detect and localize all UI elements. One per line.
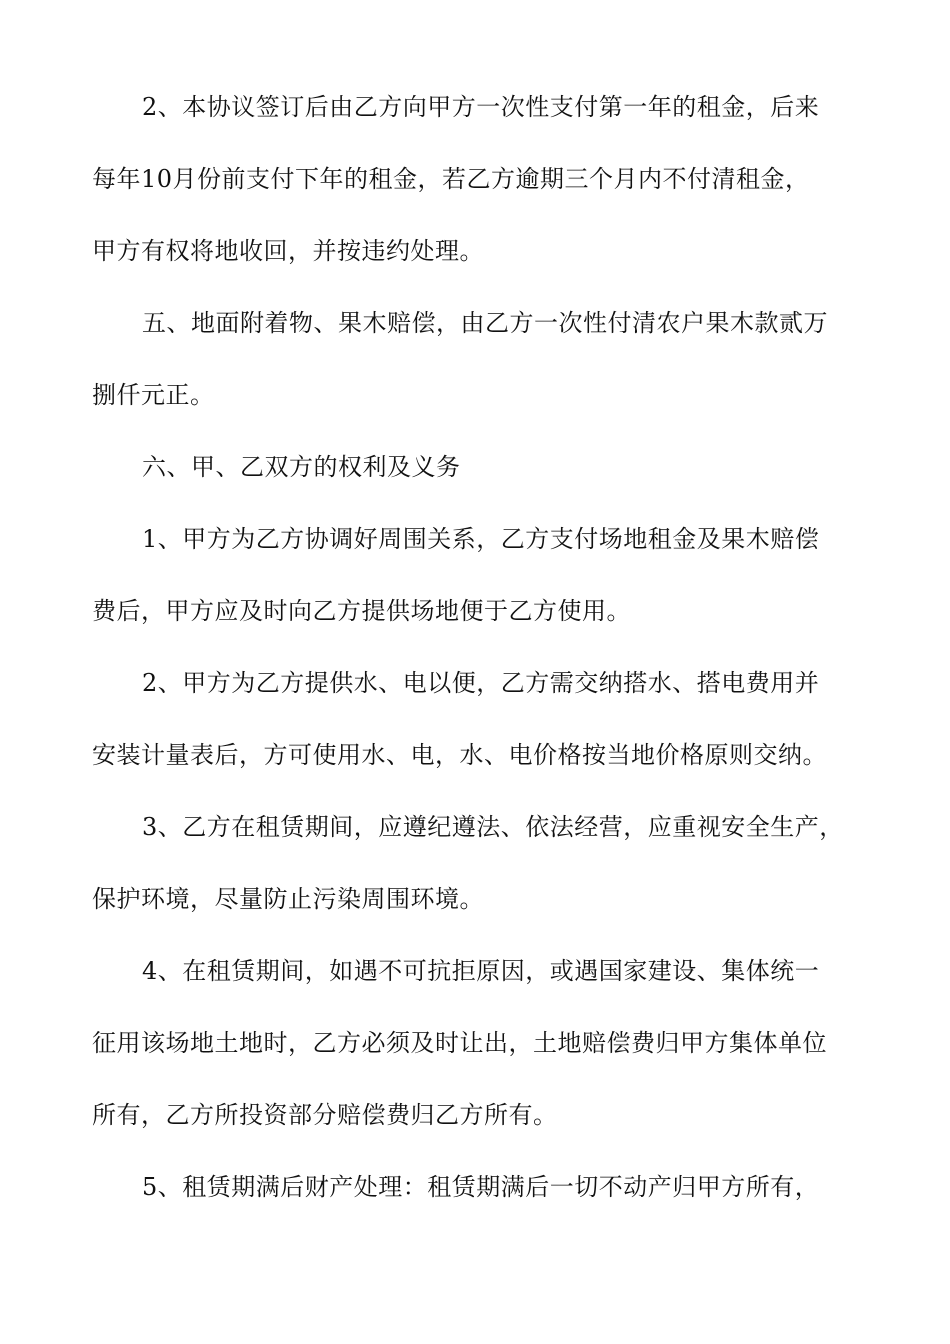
paragraph-line: 费后，甲方应及时向乙方提供场地便于乙方使用。 xyxy=(92,597,631,625)
paragraph-line: 所有，乙方所投资部分赔偿费归乙方所有。 xyxy=(92,1101,558,1129)
paragraph-line: 4、在租赁期间，如遇不可抗拒原因，或遇国家建设、集体统一 xyxy=(142,957,820,985)
paragraph-line: 3、乙方在租赁期间，应遵纪遵法、依法经营，应重视安全生产， xyxy=(142,813,844,841)
paragraph-line: 2、本协议签订后由乙方向甲方一次性支付第一年的租金，后来 xyxy=(142,93,820,121)
section-heading: 六、甲、乙双方的权利及义务 xyxy=(142,453,461,481)
paragraph-line: 每年10月份前支付下年的租金，若乙方逾期三个月内不付清租金， xyxy=(92,165,810,193)
paragraph-line: 五、地面附着物、果木赔偿，由乙方一次性付清农户果木款贰万 xyxy=(142,309,828,337)
paragraph-line: 1、甲方为乙方协调好周围关系，乙方支付场地租金及果木赔偿 xyxy=(142,525,820,553)
document-body xyxy=(92,82,872,1234)
paragraph-line: 征用该场地土地时，乙方必须及时让出，土地赔偿费归甲方集体单位 xyxy=(92,1029,827,1057)
paragraph-line: 2、甲方为乙方提供水、电以便，乙方需交纳搭水、搭电费用并 xyxy=(142,669,820,697)
paragraph-line: 甲方有权将地收回，并按违约处理。 xyxy=(92,237,484,265)
paragraph-line: 5、租赁期满后财产处理：租赁期满后一切不动产归甲方所有， xyxy=(142,1173,820,1201)
paragraph-line: 保护环境，尽量防止污染周围环境。 xyxy=(92,885,484,913)
paragraph-line: 捌仟元正。 xyxy=(92,381,215,409)
paragraph-line: 安装计量表后，方可使用水、电，水、电价格按当地价格原则交纳。 xyxy=(92,741,827,769)
